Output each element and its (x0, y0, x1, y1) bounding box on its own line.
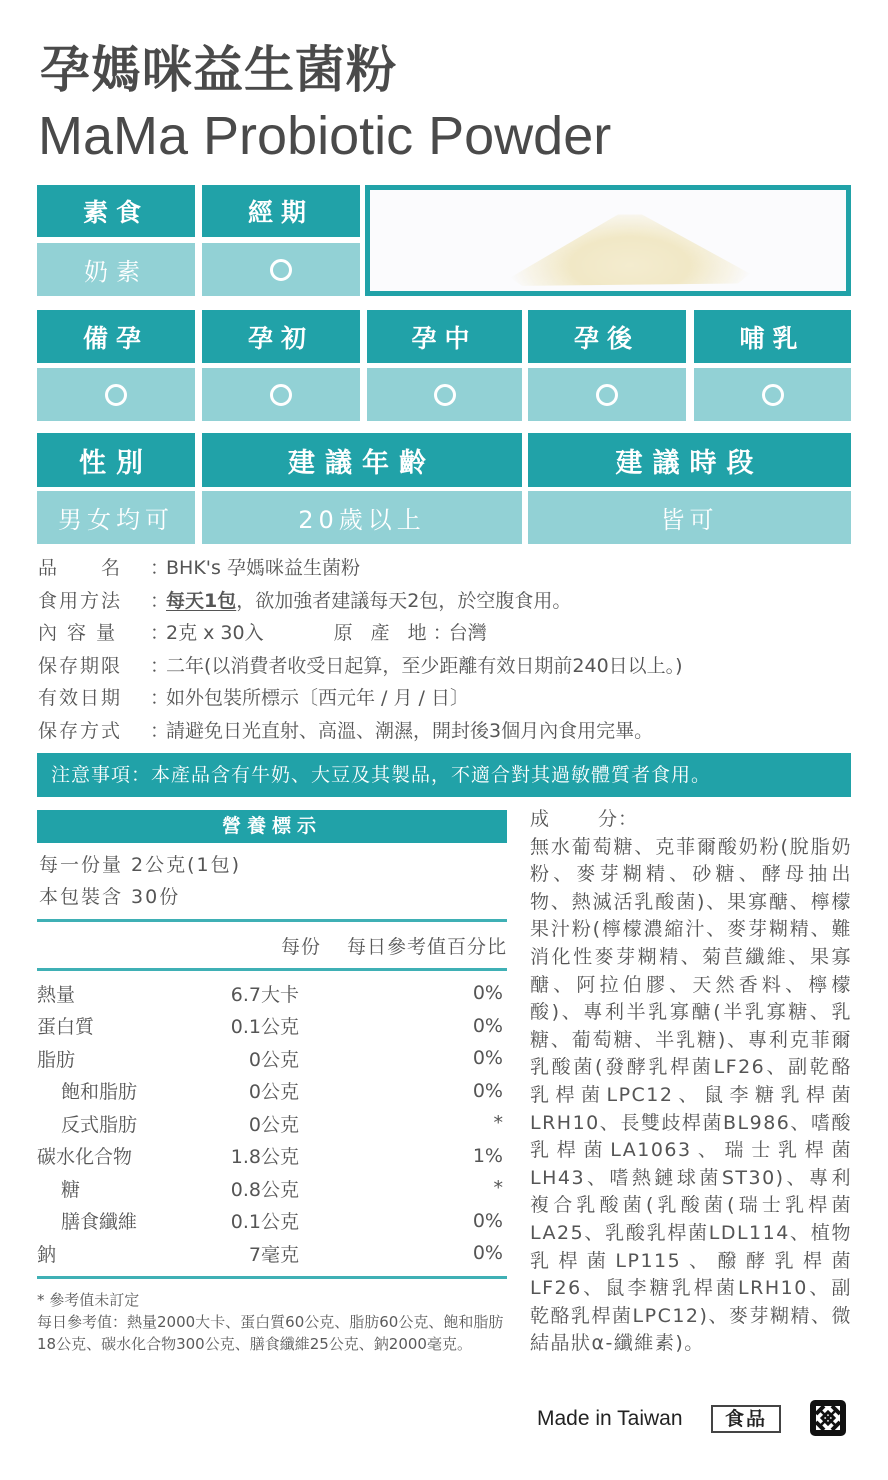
age-label: 建議年齡 (202, 433, 522, 487)
gender-value: 男女均可 (37, 491, 195, 544)
time-value: 皆可 (528, 491, 851, 544)
nutrition-title: 營養標示 (37, 810, 507, 843)
nutrition-row (37, 1042, 507, 1075)
nutrient-daily-pct: * (493, 1112, 503, 1135)
nutrient-value: 0公克 (248, 1048, 299, 1071)
nutrition-row (37, 1075, 507, 1108)
made-in-taiwan: Made in Taiwan (537, 1407, 683, 1430)
ingredients-text: 無水葡萄糖、克菲爾酸奶粉(脫脂奶粉、麥芽糊精、砂糖、酵母抽出物、熱滅活乳酸菌)、果寡醣、檸檬果汁粉(檸檬濃縮汁、麥芽糊精、難消化性麥芽糊精、菊苣纖維、果寡醣、阿拉伯膠、天然香料、檸檬酸)、專利半乳寡醣(半乳寡糖、乳糖、葡萄糖、半乳糖)、專利克菲爾乳酸菌(發酵乳桿菌LF26、副乾酪乳桿菌LPC12、鼠李糖乳桿菌LRH10、長雙歧桿菌BL986、嗜酸乳桿菌LA1063、瑞士乳桿菌LH43、嗜熱鏈球菌ST30)、專利複合乳酸菌(乳酸菌(瑞士乳桿菌LA25、乳酸乳桿菌LDL114、植物乳桿菌LP115、醱酵乳桿菌LF26、鼠李糖乳桿菌LRH10、副乾酪乳桿菌LPC12)、麥芽糊精、微結晶狀α-纖維素)。 (530, 835, 852, 1355)
nutrient-value: 7毫克 (248, 1243, 299, 1266)
info-row-shelf-life: 保存期限 ： 二年(以消費者收受日起算，至少距離有效日期前240日以上。) (38, 654, 683, 677)
check-circle-icon (270, 384, 292, 406)
product-title-zh: 孕媽咪益生菌粉 (40, 41, 397, 99)
info-row-content: 內 容 量 ： 2克 x 30入 原 產 地 ： 台灣 (38, 622, 487, 644)
stage-mid-value (367, 368, 522, 421)
nutrient-name: 鈉 (37, 1243, 57, 1266)
nutrient-daily-pct: 1% (472, 1144, 503, 1167)
stage-lactation-value (694, 368, 851, 421)
nutrition-row (37, 1010, 507, 1043)
nutrition-row (37, 1172, 507, 1205)
stage-late-value (528, 368, 686, 421)
stage-late-label: 孕後 (528, 310, 686, 363)
check-circle-icon (105, 384, 127, 406)
ingredients (530, 806, 852, 1358)
attr-vegetarian-label: 素食 (37, 185, 195, 237)
attr-vegetarian-value: 奶素 (37, 243, 195, 296)
product-info (38, 552, 683, 747)
food-badge: 食品 (711, 1402, 781, 1436)
stage-mid-label: 孕中 (367, 310, 522, 363)
attr-period-label: 經期 (202, 185, 360, 237)
nutrient-daily-pct: * (493, 1177, 503, 1200)
nutrient-name: 飽和脂肪 (61, 1081, 138, 1104)
attr-period-value (202, 243, 360, 296)
nutrition-serving-size: 每一份量 2公克(1包) (39, 854, 242, 876)
nutrient-daily-pct: 0% (472, 1047, 503, 1070)
allergy-notice: 注意事項：本產品含有牛奶、大豆及其製品，不適合對其過敏體質者食用。 (37, 753, 851, 797)
nutrition-row (37, 1237, 507, 1270)
age-value: 20歲以上 (202, 491, 522, 544)
nutrition-column-headers: 每份 每日參考值百分比 (280, 935, 507, 958)
stage-early-label: 孕初 (202, 310, 360, 363)
nutrition-row (37, 977, 507, 1010)
nutrient-daily-pct: 0% (472, 982, 503, 1005)
nutrient-value: 0.1公克 (230, 1016, 299, 1039)
info-row-usage: 食用方法 ： 每天1包 ，欲加強者建議每天2包，於空腹食用。 (38, 589, 572, 612)
info-row-name: 品 名 ： BHK's 孕媽咪益生菌粉 (38, 557, 360, 579)
nutrient-daily-pct: 0% (472, 1209, 503, 1232)
check-circle-icon (596, 384, 618, 406)
nutrition-facts (37, 810, 507, 1355)
info-row-expiry: 有效日期 ： 如外包裝所標示〔西元年 / 月 / 日〕 (38, 687, 469, 709)
nutrient-name: 糖 (61, 1178, 81, 1201)
stage-early-value (202, 368, 360, 421)
nutrient-name: 熱量 (37, 983, 76, 1006)
nutrition-servings-per-pack: 本包裝含 30份 (39, 886, 181, 908)
nutrition-footnote: * 參考值未訂定 每日參考值：熱量2000大卡、蛋白質60公克、脂肪60公克、飽和脂肪18公克、碳水化合物300公克、膳食纖維25公克、鈉2000毫克。 (37, 1290, 504, 1353)
nutrient-value: 1.8公克 (230, 1146, 299, 1169)
nutrient-value: 6.7大卡 (230, 983, 299, 1006)
nutrition-row (37, 1107, 507, 1140)
time-label: 建議時段 (528, 433, 851, 487)
gender-label: 性別 (37, 433, 195, 487)
info-row-storage: 保存方式 ： 請避免日光直射、高溫、潮濕，開封後3個月內食用完畢。 (38, 719, 654, 742)
nutrient-value: 0.8公克 (230, 1178, 299, 1201)
product-title-en: MaMa Probiotic Powder (38, 106, 612, 166)
product-photo (365, 185, 851, 296)
nutrient-name: 反式脂肪 (61, 1113, 138, 1136)
nutrition-row (37, 1205, 507, 1238)
stage-lactation-label: 哺乳 (694, 310, 851, 363)
nutrient-name: 脂肪 (37, 1048, 76, 1071)
nutrition-rows (37, 971, 507, 1276)
check-circle-icon (434, 384, 456, 406)
nutrient-daily-pct: 0% (472, 1079, 503, 1102)
nutrient-name: 碳水化合物 (37, 1146, 133, 1169)
nutrient-value: 0.1公克 (230, 1211, 299, 1234)
nutrient-daily-pct: 0% (472, 1014, 503, 1037)
stage-prepregnancy-label: 備孕 (37, 310, 195, 363)
nutrient-value: 0公克 (248, 1081, 299, 1104)
nutrition-row (37, 1140, 507, 1173)
nutrient-name: 蛋白質 (37, 1016, 95, 1039)
ingredients-label: 成 分： (530, 808, 639, 830)
nutrient-value: 0公克 (248, 1113, 299, 1136)
recycle-icon (808, 1398, 848, 1438)
nutrient-daily-pct: 0% (472, 1242, 503, 1265)
check-circle-icon (270, 259, 292, 281)
stage-prepregnancy-value (37, 368, 195, 421)
nutrient-name: 膳食纖維 (61, 1211, 138, 1234)
powder-pile-image (510, 208, 750, 290)
check-circle-icon (762, 384, 784, 406)
